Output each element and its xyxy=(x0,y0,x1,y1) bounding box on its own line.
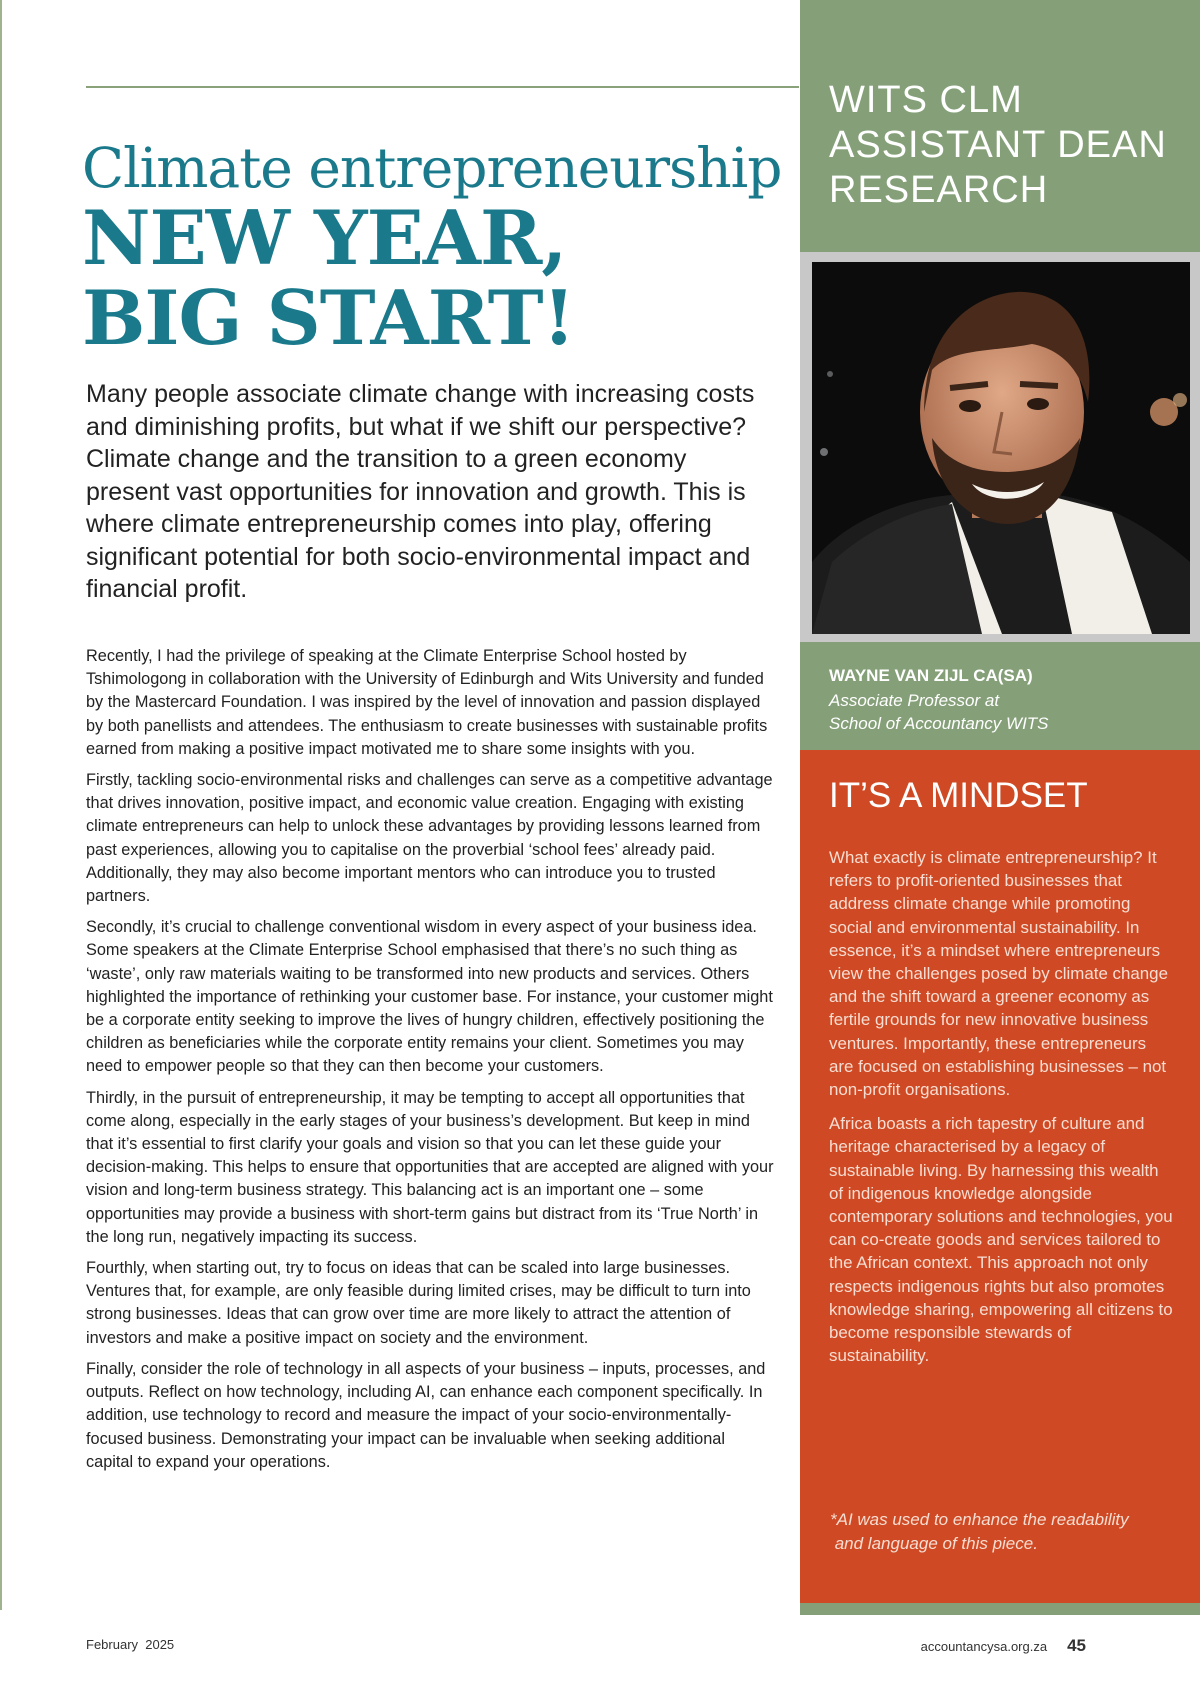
author-role-line: School of Accountancy WITS xyxy=(829,714,1049,733)
mindset-paragraph: What exactly is climate entrepreneurship? It refers to profit-oriented businesses that address climate change while promoting social and environmental sustainability. In essence, it’s a mindset where entrepreneurs view the challenges posed by climate change and the shift toward a greener economy as fertile grounds for new innovative business ventures. Importantly, these entrepreneurs are focused on establishing businesses – not non-profit organisations. xyxy=(829,848,1168,1100)
mindset-panel xyxy=(800,750,1200,1603)
body-paragraph: Firstly, tackling socio-environmental risks and challenges can serve as a competitive advantage that drives innovation, positive impact, and economic value creation. Engaging with existing climate entrepreneurs can help to unlock these advantages by providing lessons learned from past experiences, allowing you to capitalise on the proverbial ‘school fees’ already paid. Additionally, they may also become important mentors who can introduce you to trusted partners. xyxy=(86,771,773,906)
body-paragraph: Recently, I had the privilege of speaking at the Climate Enterprise School hosted by Tshimologong in collaboration with the University of Edinburgh and Wits University and funded by the Mastercard Foundation. I was inspired by the level of innovation and passion displayed by both panellists and attendees. The enthusiasm to create businesses with sustainable profits earned from making a positive impact motivated me to share some insights with you. xyxy=(86,647,768,758)
ai-disclaimer xyxy=(830,1508,1175,1556)
headline-line: NEW YEAR, xyxy=(82,194,567,282)
footer-date: February 2025 xyxy=(86,1637,175,1652)
author-sidebar xyxy=(800,0,1200,1615)
sidebar-bottom-band xyxy=(800,1603,1200,1615)
page-number: 45 xyxy=(1067,1636,1086,1655)
sidebar-title-panel xyxy=(800,0,1200,252)
mindset-paragraph: Africa boasts a rich tapestry of culture and heritage characterised by a legacy of sustainable living. By harnessing this wealth of indigenous knowledge alongside contemporary solutions and technologies, you can co-create goods and services tailored to the African context. This approach not only respects indigenous rights but also promotes knowledge sharing, empowering all citizens to become responsible stewards of sustainability. xyxy=(829,1114,1173,1366)
author-role-line: Associate Professor at xyxy=(829,691,1000,710)
author-portrait-illustration xyxy=(812,262,1190,634)
sidebar-title xyxy=(829,78,1189,213)
author-caption xyxy=(800,642,1200,750)
top-divider xyxy=(86,86,799,88)
body-paragraph: Thirdly, in the pursuit of entrepreneurship, it may be tempting to accept all opportunities that come along, especially in the early stages of your business’s development. But keep in mind that it’s essential to first clarify your goals and vision so that you can let these guide your decision-making. This helps to ensure that opportunities that are accepted are aligned with your vision and long-term business strategy. This balancing act is an important one – some opportunities may provide a business with short-term gains but distract from its ‘True North’ in the long run, negatively impacting its success. xyxy=(86,1088,774,1246)
sidebar-title-line: RESEARCH xyxy=(829,169,1049,211)
author-name: WAYNE VAN ZIJL CA(SA) xyxy=(829,666,1033,685)
author-role xyxy=(829,689,1049,735)
article-headline xyxy=(82,194,575,362)
body-paragraph: Secondly, it’s crucial to challenge conventional wisdom in every aspect of your business idea. Some speakers at the Climate Enterprise School emphasised that there’s no such thing as ‘waste’, only raw materials waiting to be transformed into new products and services. Others highlighted the importance of rethinking your customer base. For instance, your customer might be a corporate entity seeking to improve the lives of hungry children, effectively positioning the children as beneficiaries while the corporate entity remains your client. Sometimes you may need to empower people so that they can then become your customers. xyxy=(86,918,773,1076)
page-edge-stripe xyxy=(0,0,2,1610)
sidebar-title-line: ASSISTANT DEAN xyxy=(829,124,1167,166)
footer-right xyxy=(921,1636,1086,1656)
headline-line: BIG START! xyxy=(82,274,575,362)
author-photo xyxy=(812,262,1190,634)
body-paragraph: Fourthly, when starting out, try to focus on ideas that can be scaled into large businesses. Ventures that, for example, are only feasible during limited crises, may be difficult to turn into strong businesses. Ideas that can grow over time are more likely to attract the attention of investors and make a positive impact on society and the environment. xyxy=(86,1259,751,1347)
ai-disclaimer-line: and language of this piece. xyxy=(830,1534,1038,1553)
author-photo-frame xyxy=(800,252,1200,642)
footer-website-link[interactable]: accountancysa.org.za xyxy=(920,1639,1048,1654)
body-paragraph: Finally, consider the role of technology in all aspects of your business – inputs, processes, and outputs. Reflect on how technology, including AI, can enhance each component specifically. In addition, use technology to record and measure the impact of your socio-environmentally-focused business. Demonstrating your impact can be invaluable when seeking additional capital to expand your operations. xyxy=(86,1359,766,1471)
article-kicker: Climate entrepreneurship xyxy=(82,136,782,200)
article-body xyxy=(86,645,776,1482)
sidebar-title-line: WITS CLM xyxy=(829,79,1023,121)
ai-disclaimer-line: *AI was used to enhance the readability xyxy=(830,1510,1129,1529)
mindset-text xyxy=(829,846,1174,1378)
article-lead: Many people associate climate change with increasing costs and diminishing profits, but what if we shift our perspective? Climate change and the transition to a green economy present vast opportunities for innovation and growth. This is where climate entrepreneurship comes into play, offering significant potential for both socio-environmental impact and financial profit. xyxy=(86,380,755,603)
mindset-title: IT’S A MINDSET xyxy=(829,776,1088,815)
